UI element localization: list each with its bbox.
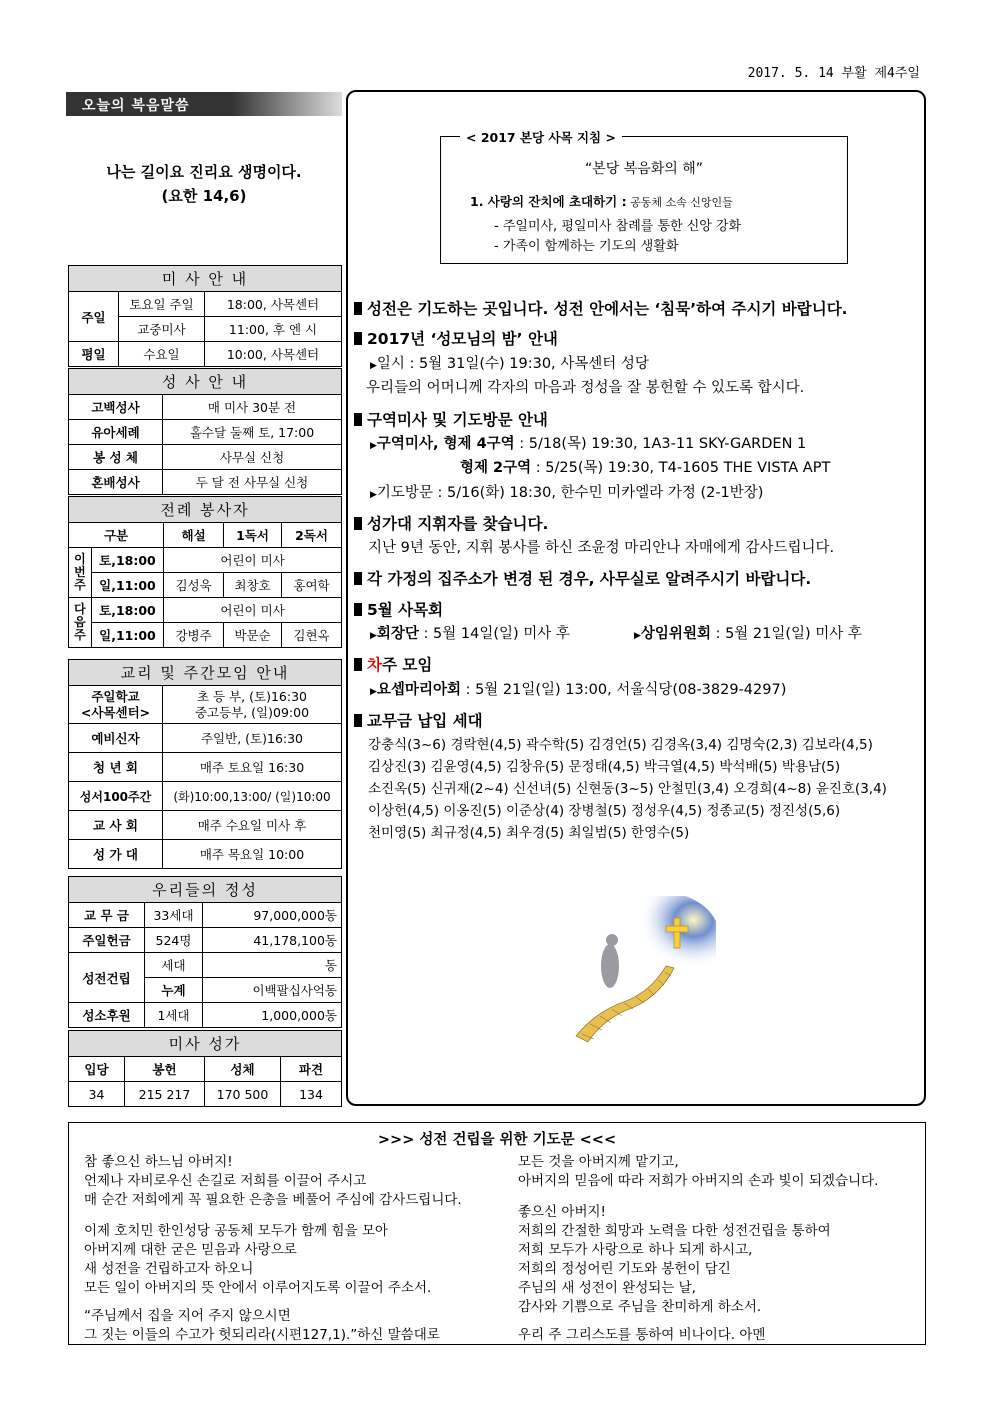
sacrament-value: 두 달 전 사무실 신청 (163, 470, 342, 495)
sunday-school-label (69, 686, 163, 724)
notice-text: 각 가정의 집주소가 변경 된 경우, 사무실로 알려주시기 바랍니다. (367, 570, 812, 588)
next-week-reader1: 박문순 (224, 623, 282, 648)
notice-line (460, 456, 830, 477)
notice-silence (354, 297, 848, 319)
building-prayer-title: >>> 성전 건립을 위한 기도문 <<< (377, 1132, 617, 1148)
prayer-line: 좋으신 아버지! (518, 1204, 606, 1220)
mass-guide-table (68, 265, 342, 367)
next-week-sun: 일,11:00 (91, 623, 163, 648)
tithe-amount: 97,000,000동 (203, 903, 342, 928)
catechism-value: 매주 수요일 미사 후 (163, 811, 342, 840)
pastoral-policy-line: - 주일미사, 평일미사 참례를 통한 신앙 강화 (494, 219, 742, 234)
pastoral-policy-item-title: 1. 사랑의 잔치에 초대하기 : (470, 194, 627, 209)
notice-line-text: 기도방문 : 5/16(화) 18:30, 한수민 미카엘라 가정 (2-1반장) (376, 485, 764, 501)
liturgy-header-reading1: 1독서 (224, 523, 282, 548)
notice-text: 성전은 기도하는 곳입니다. 성전 안에서는 ‘침묵’하여 주시기 바랍니다. (367, 300, 848, 318)
building-amount: 동 (203, 953, 342, 978)
sunday-school-value (163, 686, 342, 724)
notice-line (370, 352, 649, 373)
hymn-header-entrance: 입당 (69, 1057, 125, 1082)
notice-line: 지난 9년 동안, 지휘 봉사를 하신 조윤정 마리안나 자매에게 감사드립니다. (368, 540, 835, 556)
sacrament-title: 성 사 안 내 (69, 369, 342, 395)
catechism-value: 매주 토요일 16:30 (163, 753, 342, 782)
pastoral-policy-subtitle: “본당 복음화의 해” (584, 161, 704, 177)
vocation-support-amount: 1,000,000동 (203, 1003, 342, 1028)
sacrament-value: 홀수달 둘째 토, 17:00 (163, 420, 342, 445)
prayer-line: 저희의 정성어린 기도와 봉헌이 담긴 (518, 1261, 731, 1277)
sacrament-key: 봉 성 체 (69, 445, 163, 470)
catechism-key: 성 가 대 (69, 840, 163, 869)
notice-text-red: 차 (367, 656, 382, 674)
building-label: 성전건립 (69, 953, 145, 1003)
donor-line: 천미영(5) 최규정(4,5) 최우경(5) 최일범(5) 한영수(5) (368, 825, 690, 841)
pastoral-policy-item (470, 192, 733, 210)
notice-text: 2017년 ‘성모님의 밤’ 안내 (367, 330, 558, 348)
bullet-square-icon (354, 658, 362, 671)
sunday-offering-amount: 41,178,100동 (203, 928, 342, 953)
catechism-value: (화)10:00,13:00/ (일)10:00 (163, 782, 342, 811)
sunday-school-elementary: 초 등 부, (토)16:30 (197, 688, 307, 704)
notice-line (370, 432, 806, 453)
prayer-line: 아버지께 대한 굳은 믿음과 사랑으로 (84, 1242, 297, 1258)
wed-time: 10:00, 사목센터 (205, 342, 342, 367)
date: 2017. 5. 14 부활 제4주일 (747, 66, 920, 81)
bullet-square-icon (354, 603, 362, 616)
sunday-school-label-2: <사목센터> (80, 704, 151, 720)
prayer-line: 모든 것을 아버지께 맡기고, (518, 1154, 679, 1170)
liturgy-header-division: 구분 (69, 523, 164, 548)
gospel-reference: (요한 14,6) (161, 187, 247, 205)
prayer-line: 감사와 기쁨으로 주님을 찬미하게 하소서. (518, 1299, 762, 1315)
sacrament-value: 매 미사 30분 전 (163, 395, 342, 420)
tithe-label: 교 무 금 (69, 903, 145, 928)
triangle-bullet-icon: ▶ (370, 631, 377, 641)
wed-label: 수요일 (119, 342, 205, 367)
triangle-bullet-icon: ▶ (634, 631, 641, 641)
this-week-sat: 토,18:00 (91, 548, 163, 573)
donor-line: 이상헌(4,5) 이옹진(5) 이준상(4) 장병철(5) 정성우(4,5) 정종교(5) 정진성(5,6) (368, 803, 841, 819)
notice-choir (354, 512, 548, 534)
stairway-cross-illustration (556, 896, 716, 1046)
next-week-reader2: 김현옥 (282, 623, 342, 648)
catechism-key: 교 사 회 (69, 811, 163, 840)
triangle-bullet-icon: ▶ (370, 441, 377, 451)
prayer-line: 모든 일이 아버지의 뜻 안에서 이루어지도록 이끌어 주소서. (84, 1280, 432, 1296)
bullet-square-icon (354, 517, 362, 530)
building-total-amount: 이백팔십사억동 (203, 978, 342, 1003)
next-week-label: 다음주 (69, 598, 92, 648)
korean-mass-label: 교중미사 (119, 317, 205, 342)
bullet-square-icon (354, 572, 362, 585)
notice-line-text: : 5월 21일(일) 미사 후 (710, 626, 862, 642)
hymns-table (68, 1030, 342, 1107)
prayer-line: 주님의 새 성전이 완성되는 날, (518, 1280, 696, 1296)
notice-text: 교무금 납입 세대 (367, 712, 483, 730)
vocation-support-label: 성소후원 (69, 1003, 145, 1028)
pastoral-policy-line: - 가족이 함께하는 기도의 생활화 (494, 239, 679, 254)
weekday-label: 평일 (69, 342, 119, 367)
hymn-entrance: 34 (69, 1082, 125, 1107)
this-week-reader2: 홍여학 (282, 573, 342, 598)
liturgy-table (68, 496, 342, 648)
next-week-sat-value: 어린이 미사 (164, 598, 342, 623)
offering-title: 우리들의 정성 (69, 877, 342, 903)
notice-line (370, 678, 786, 699)
notice-text: 구역미사 및 기도방문 안내 (367, 411, 548, 429)
prayer-line: 이제 호치민 한인성당 공동체 모두가 함께 힘을 모아 (84, 1223, 388, 1239)
sunday-label: 주일 (69, 292, 119, 342)
next-week-sat: 토,18:00 (91, 598, 163, 623)
bullet-square-icon (354, 302, 362, 315)
triangle-bullet-icon: ▶ (370, 687, 377, 697)
donor-line: 소진옥(5) 신귀재(2~4) 신선녀(5) 신현동(3~5) 안철민(3,4) 오경희(4~8) 윤진호(3,4) (368, 781, 887, 797)
this-week-sat-value: 어린이 미사 (164, 548, 342, 573)
hymn-offertory: 215 217 (125, 1082, 205, 1107)
catechism-key: 성서100주간 (69, 782, 163, 811)
notice-line-text: : 5/18(목) 19:30, 1A3-11 SKY-GARDEN 1 (514, 436, 807, 452)
catechism-table (68, 659, 342, 869)
notice-mary-night (354, 327, 558, 349)
notice-line-text: 일시 : 5월 31일(수) 19:30, 사목센터 성당 (376, 356, 649, 372)
notice-next-week-meeting (354, 653, 432, 675)
notice-line-label: 회장단 (376, 626, 419, 642)
pastoral-policy-item-sub: 공동체 소속 신앙인들 (626, 196, 733, 209)
bullet-square-icon (354, 332, 362, 345)
this-week-reader1: 최창호 (224, 573, 282, 598)
hymn-header-offertory: 봉헌 (125, 1057, 205, 1082)
catechism-value: 매주 목요일 10:00 (163, 840, 342, 869)
bullet-square-icon (354, 413, 362, 426)
prayer-line: 그 짓는 이들의 수고가 헛되리라(시편127,1).”하신 말씀대로 (84, 1327, 440, 1343)
liturgy-header-commentary: 해설 (164, 523, 224, 548)
gospel-verse (66, 160, 342, 208)
sunday-school-label-1: 주일학교 (91, 688, 140, 704)
hymns-title: 미사 성가 (69, 1031, 342, 1057)
prayer-line: 매 순간 저희에게 꼭 필요한 은총을 베풀어 주심에 감사드립니다. (84, 1192, 462, 1208)
this-week-label: 이번주 (69, 548, 92, 598)
notice-line (370, 622, 570, 643)
tithe-count: 33세대 (145, 903, 203, 928)
next-week-commentator: 강병주 (164, 623, 224, 648)
notice-text: 주 모임 (381, 656, 433, 674)
prayer-line: 참 좋으신 하느님 아버지! (84, 1154, 233, 1170)
gospel-line: 나는 길이요 진리요 생명이다. (106, 163, 302, 181)
offering-table (68, 876, 342, 1028)
prayer-line: 저희 모두가 사랑으로 하나 되게 하시고, (518, 1242, 753, 1258)
notice-line-text: : 5월 14일(일) 미사 후 (418, 626, 570, 642)
hymn-header-communion: 성체 (205, 1057, 281, 1082)
notice-line-text: : 5월 21일(일) 13:00, 서울식당(08-3829-4297) (460, 682, 787, 698)
this-week-commentator: 김성욱 (164, 573, 224, 598)
sacrament-table (68, 368, 342, 495)
prayer-line: 새 성전을 건립하고자 하오니 (84, 1261, 254, 1277)
notice-address (354, 567, 811, 589)
sacrament-value: 사무실 신청 (163, 445, 342, 470)
triangle-bullet-icon: ▶ (370, 361, 377, 371)
mass-guide-title: 미 사 안 내 (69, 266, 342, 292)
catechism-title: 교리 및 주간모임 안내 (69, 660, 342, 686)
prayer-line: 우리 주 그리스도를 통하여 비나이다. 아멘 (518, 1327, 766, 1343)
notice-tithe-households (354, 709, 483, 731)
sunday-offering-label: 주일헌금 (69, 928, 145, 953)
sunday-school-secondary: 중고등부, (일)09:00 (194, 704, 310, 720)
prayer-line: 아버지의 믿음에 따라 저희가 아버지의 손과 빛이 되겠습니다. (518, 1173, 879, 1189)
prayer-line: 언제나 자비로우신 손길로 저희를 이끌어 주시고 (84, 1173, 367, 1189)
gospel-heading: 오늘의 복음말씀 (66, 92, 342, 116)
liturgy-title: 전례 봉사자 (69, 497, 342, 523)
korean-mass-time: 11:00, 후 엔 시 (205, 317, 342, 342)
donor-line: 강충식(3~6) 경락현(4,5) 곽수학(5) 김경언(5) 김경옥(3,4) 김명숙(2,3) 김보라(4,5) (368, 737, 873, 753)
this-week-sun: 일,11:00 (91, 573, 163, 598)
notice-line-label: 상임위원회 (640, 626, 711, 642)
sat-time: 18:00, 사목센터 (205, 292, 342, 317)
prayer-line: 저희의 간절한 희망과 노력을 다한 성전건립을 통하여 (518, 1223, 831, 1239)
prayer-line: “주님께서 집을 지어 주지 않으시면 (84, 1308, 291, 1324)
notice-line-text: : 5/25(목) 19:30, T4-1605 THE VISTA APT (531, 460, 831, 476)
liturgy-header-reading2: 2독서 (282, 523, 342, 548)
sacrament-key: 혼배성사 (69, 470, 163, 495)
notice-text: 성가대 지휘자를 찾습니다. (367, 515, 549, 533)
sunday-offering-count: 524명 (145, 928, 203, 953)
triangle-bullet-icon: ▶ (370, 490, 377, 500)
notice-line-label: 구역미사, 형제 4구역 (376, 436, 515, 452)
notice-pastoral-council (354, 598, 443, 620)
notice-line (370, 481, 763, 502)
catechism-key: 예비신자 (69, 724, 163, 753)
notice-line-label: 형제 2구역 (460, 460, 532, 476)
notice-district-mass (354, 408, 548, 430)
bullet-square-icon (354, 714, 362, 727)
hymn-recessional: 134 (281, 1082, 342, 1107)
building-total-label: 누계 (145, 978, 203, 1003)
notice-line: 우리들의 어머니께 각자의 마음과 정성을 잘 봉헌할 수 있도록 합시다. (366, 380, 805, 396)
catechism-value: 주일반, (토)16:30 (163, 724, 342, 753)
sacrament-key: 고백성사 (69, 395, 163, 420)
donor-line: 김상진(3) 김윤영(4,5) 김창유(5) 문정태(4,5) 박극열(4,5) 박석배(5) 박용남(5) (368, 759, 841, 775)
sacrament-key: 유아세례 (69, 420, 163, 445)
hymn-header-recessional: 파견 (281, 1057, 342, 1082)
notice-text: 5월 사목회 (367, 601, 444, 619)
notice-line-label: 요셉마리아회 (376, 682, 461, 698)
building-households-label: 세대 (145, 953, 203, 978)
hymn-communion: 170 500 (205, 1082, 281, 1107)
pastoral-policy-title: < 2017 본당 사목 지침 > (460, 128, 622, 146)
catechism-key: 청 년 회 (69, 753, 163, 782)
notice-line (634, 622, 862, 643)
vocation-support-count: 1세대 (145, 1003, 203, 1028)
sat-label: 토요일 주일 (119, 292, 205, 317)
